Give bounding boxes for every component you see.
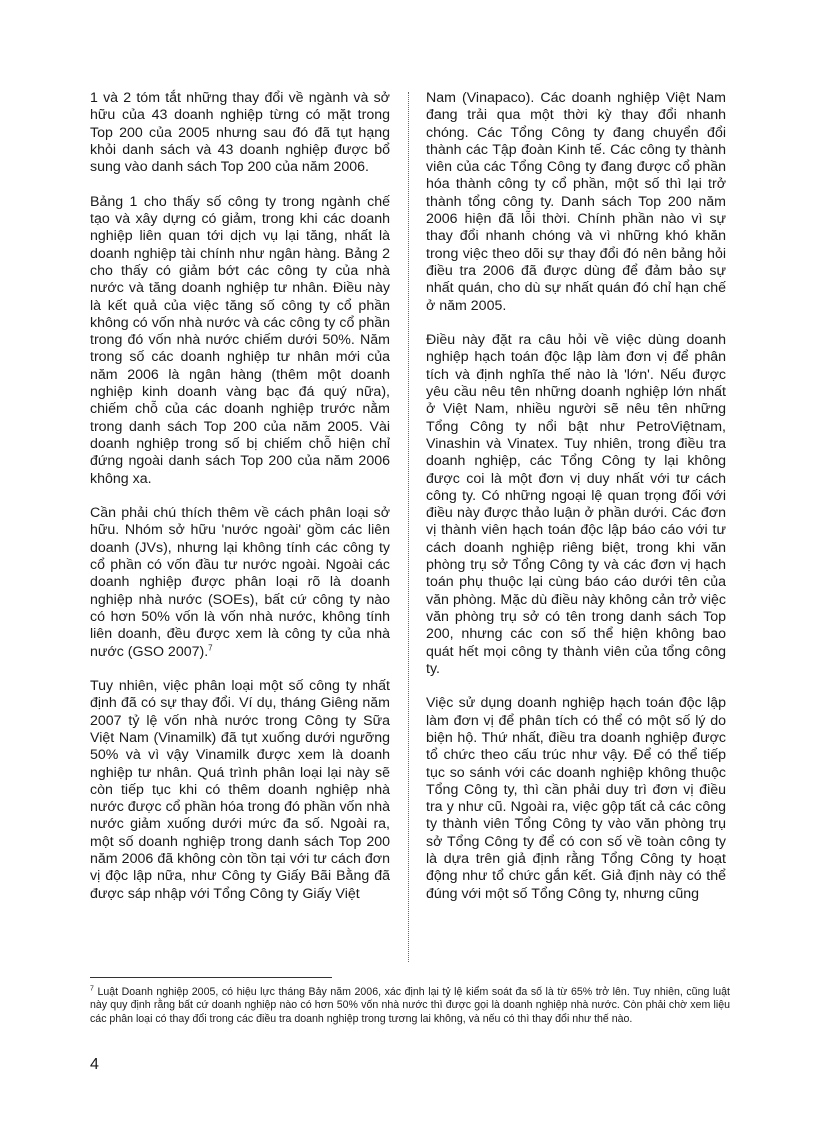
body-paragraph: Điều này đặt ra câu hỏi về việc dùng doanh nghiệp hạch toán độc lập làm đơn vị để phân tích và định nghĩa thế nào là 'lớn'. Nếu được yêu cầu nêu tên những doanh nghiệp lớn nhất ở Việt Nam, nhiều người sẽ nêu tên những Tổng Công ty nổi bật như PetroViệtnam, Vinashin và Vinatex. Tuy nhiên, trong điều tra doanh nghiệp, các Tổng Công ty lại không được coi là một đơn vị duy nhất với tư cách công ty. Có những ngoại lệ quan trọng đối với điều này được thảo luận ở phần dưới. Các đơn vị thành viên hạch toán độc lập báo cáo với tư cách doanh nghiệp riêng biệt, trong khi văn phòng trụ sở Tổng Công ty và các đơn vị hạch toán phụ thuộc lại cùng báo cáo dưới tên của văn phòng. Mặc dù điều này không cản trở việc văn phòng trụ sở có tên trong danh sách Top 200, nhưng các con số thể hiện không bao quát hết mọi công ty thành viên của tổng công ty. [426, 332, 726, 677]
body-paragraph: Nam (Vinapaco). Các doanh nghiệp Việt Nam đang trải qua một thời kỳ thay đổi nhanh chóng. Các Tổng Công ty đang chuyển đổi thành các Tập đoàn Kinh tế. Các công ty thành viên của các Tổng Công ty đang được cổ phần hóa thành công ty cổ phần, một số thì lại trở thành tổng công ty. Danh sách Top 200 năm 2006 hiện đã lỗi thời. Chính phần nào vì sự thay đổi nhanh chóng và vì những khó khăn trong việc theo dõi sự thay đổi đó nên bảng hỏi điều tra 2006 đã được dùng để đảm bảo sự nhất quán, cho dù sự nhất quán đó chỉ hạn chế ở năm 2005. [426, 90, 726, 314]
body-paragraph: Tuy nhiên, việc phân loại một số công ty nhất định đã có sự thay đổi. Ví dụ, tháng Giêng năm 2007 tỷ lệ vốn nhà nước trong Công ty Sữa Việt Nam (Vinamilk) đã tụt xuống dưới ngưỡng 50% và vì vậy Vinamilk được xem là doanh nghiệp tư nhân. Quá trình phân loại lại này sẽ còn tiếp tục khi có thêm doanh nghiệp nhà nước được cổ phần hóa trong đó phần vốn nhà nước giảm xuống dưới mức đa số. Ngoài ra, một số doanh nghiệp trong danh sách Top 200 năm 2006 đã không còn tồn tại với tư cách đơn vị độc lập nữa, như Công ty Giấy Bãi Bằng đã được sáp nhập với Tổng Công ty Giấy Việt [90, 678, 390, 902]
footnote-reference[interactable]: 7 [208, 642, 213, 652]
paragraph-text: Cần phải chú thích thêm về cách phân loại sở hữu. Nhóm sở hữu 'nước ngoài' gồm các liên doanh (JVs), nhưng lại không tính các công ty cổ phần có vốn đầu tư nước ngoài. Ngoài các doanh nghiệp được phân loại rõ là doanh nghiệp nhà nước (SOEs), bất cứ công ty nào có hơn 50% vốn là vốn nhà nước, không tính liên doanh, đều được xem là công ty của nhà nước (GSO 2007). [90, 505, 390, 660]
footnote-separator [90, 977, 332, 978]
column-divider [408, 92, 409, 962]
left-column [90, 90, 390, 920]
body-paragraph: 1 và 2 tóm tắt những thay đổi về ngành và sở hữu của 43 doanh nghiệp từng có mặt trong Top 200 của 2005 nhưng sau đó đã tụt hạng khỏi danh sách và 43 doanh nghiệp được bổ sung vào danh sách Top 200 của năm 2006. [90, 90, 390, 176]
page-number: 4 [90, 1056, 99, 1073]
footnote-text: Luật Doanh nghiệp 2005, có hiệu lực tháng Bảy năm 2006, xác định lại tỷ lệ kiểm soát đa số là từ 65% trở lên. Tuy nhiên, cũng luật này quy định rằng bất cứ doanh nghiệp nào có hơn 50% vốn nhà nước thì được gọi là doanh nghiệp nhà nước. Còn phải chờ xem liệu các phân loại có thay đổi trong các điều tra doanh nghiệp trong tương lai không, và nếu có thì thay đổi như thế nào. [90, 986, 730, 1025]
right-column [426, 90, 726, 920]
body-paragraph [90, 505, 390, 661]
footnote-number: 7 [90, 985, 94, 993]
footnote [90, 986, 730, 1026]
body-paragraph: Bảng 1 cho thấy số công ty trong ngành chế tạo và xây dựng có giảm, trong khi các doanh nghiệp liên quan tới dịch vụ lại tăng, nhất là doanh nghiệp tài chính như ngân hàng. Bảng 2 cho thấy có giảm bớt các công ty của nhà nước và tăng doanh nghiệp tư nhân. Điều này là kết quả của việc tăng số công ty cổ phần không có vốn nhà nước và các công ty cổ phần trong đó vốn nhà nước chiếm dưới 50%. Năm trong số các doanh nghiệp tư nhân mới của năm 2006 là ngân hàng (thêm một doanh nghiệp kinh doanh vàng bạc đá quý nữa), chiếm chỗ của các doanh nghiệp trước nằm trong danh sách Top 200 của năm 2005. Vài doanh nghiệp trong số bị chiếm chỗ hiện chỉ đứng ngoài danh sách Top 200 của năm 2006 không xa. [90, 193, 390, 487]
body-paragraph: Việc sử dụng doanh nghiệp hạch toán độc lập làm đơn vị để phân tích có thể có một số lý do biện hộ. Thứ nhất, điều tra doanh nghiệp được tổ chức theo cấu trúc như vậy. Để có thể tiếp tục so sánh với các doanh nghiệp không thuộc Tổng Công ty, thì cần phải duy trì đơn vị điều tra y như cũ. Ngoài ra, việc gộp tất cả các công ty thành viên Tổng Công ty vào văn phòng trụ sở Tổng Công ty để có con số về toàn công ty là dựa trên giả định rằng Tổng Công ty hoạt động như tổ chức gắn kết. Giả định này có thể đúng với một số Tổng Công ty, nhưng cũng [426, 695, 726, 902]
